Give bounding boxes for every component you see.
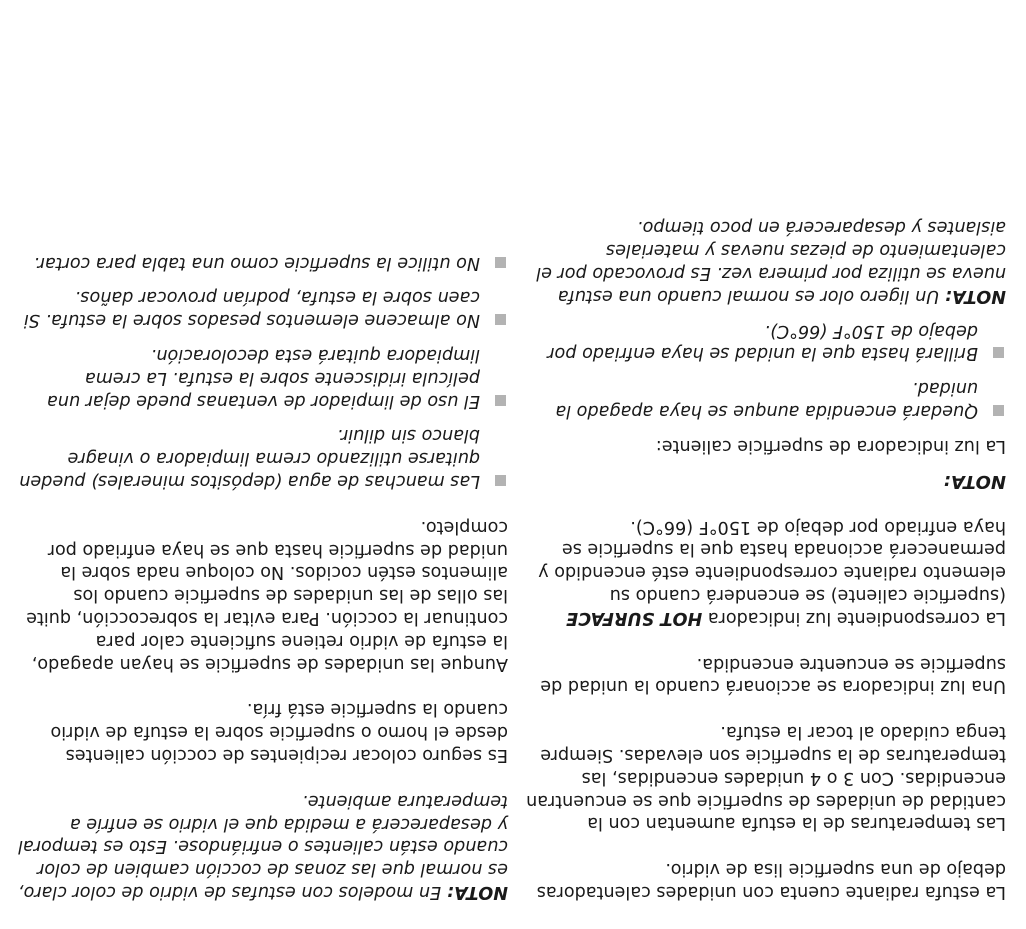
list-item-text: El uso de limpiador de ventanas puede dejar una película iridiscente sobre la estufa. La crema limpiadora quitará esta decoloración. <box>46 345 480 411</box>
list-item <box>18 343 508 411</box>
glass-note-text: En modelos con estufas de vidrio de color claro, es normal que las zonas de cocción cambien de color cuando están calientes o enfriándose. Esto es temporal y desaparecerá a medida que el vidrio se enfríe a temperatura ambiente. <box>18 790 508 902</box>
left-column <box>526 193 1006 903</box>
square-bullet-icon <box>993 347 1004 358</box>
note-heading: NOTA: <box>943 470 1006 492</box>
odor-note-text: Un ligero olor es normal cuando una estufa nueva se utiliza por primera vez. Es provocado por el calentamiento de piezas nuevas y materiales aislantes y desaparecerá en poco tiempo. <box>536 217 1006 306</box>
right-column <box>18 239 508 903</box>
intro-paragraph: La estufa radiante cuenta con unidades calentadoras debajo de una superficie lisa de vidrio. <box>536 859 1006 902</box>
square-bullet-icon <box>495 475 506 486</box>
hot-light-intro: La luz indicadora de superficie caliente: <box>655 435 1006 456</box>
heat-retention-paragraph: Aunque las unidades de superficie se hayan apagado, la estufa de vidrio retiene suficiente calor para continuar la cocción. Para evitar la sobrecocción, quite las ollas de las unidades de superficie cuando los alimentos estén cocidos. No coloque nada sobre la unidad de superficie hasta que se haya enfriado por completo. <box>26 516 508 674</box>
square-bullet-icon <box>495 395 506 406</box>
hot-light-list <box>526 319 1006 422</box>
hot-surface-pre: La correspondiente luz indicadora <box>702 607 1006 628</box>
odor-note <box>526 216 1006 307</box>
hot-surface-label: HOT SURFACE <box>566 607 703 628</box>
hot-surface-paragraph <box>526 515 1006 629</box>
list-item-text: Quedará encendida aunque se haya apagado la unidad. <box>555 378 978 422</box>
care-list <box>18 251 508 492</box>
list-item-text: No utilice la superficie como una tabla para cortar. <box>33 252 480 273</box>
square-bullet-icon <box>495 314 506 325</box>
odor-note-label: NOTA: <box>944 285 1006 306</box>
glass-note-label: NOTA: <box>446 882 508 902</box>
list-item-text: Las manchas de agua (depósitos minerales) pueden quitarse utilizando crema limpiadora o vinagre blanco sin diluir. <box>19 425 480 492</box>
square-bullet-icon <box>993 405 1004 416</box>
list-item <box>18 251 508 274</box>
square-bullet-icon <box>495 257 506 268</box>
glass-color-note <box>18 789 508 903</box>
list-item <box>18 424 508 492</box>
safe-placement-paragraph: Es seguro colocar recipientes de cocción calientes desde el horno o superficie sobre la estufa de vidrio cuando la superficie está fría. <box>50 699 508 766</box>
list-item <box>18 286 508 332</box>
list-item <box>526 319 1006 365</box>
list-item-text: No almacene elementos pesados sobre la estufa. Si caen sobre la estufa, podrían provocar daños. <box>23 287 480 331</box>
indicator-paragraph: Una luz indicadora se accionará cuando la unidad de superficie se encuentre encendida. <box>540 653 1006 697</box>
hot-surface-post: (superficie caliente) se encenderá cuando su elemento radiante correspondiente esté encendido y permanecerá accionada hasta que la superficie se haya enfriado por debajo de 150°F (66°C). <box>538 516 1006 606</box>
temperatures-paragraph: Las temperaturas de la estufa aumentan con la cantidad de unidades de superficie que se encuentran encendidas. Con 3 o 4 unidades encendidas, las temperaturas de la superficie son elevadas. Siempre tenga cuidado al tocar la estufa. <box>526 722 1006 834</box>
list-item-text: Brillará hasta que la unidad se haya enfriado por debajo de 150°F (66°C). <box>547 320 978 364</box>
list-item <box>526 376 1006 422</box>
